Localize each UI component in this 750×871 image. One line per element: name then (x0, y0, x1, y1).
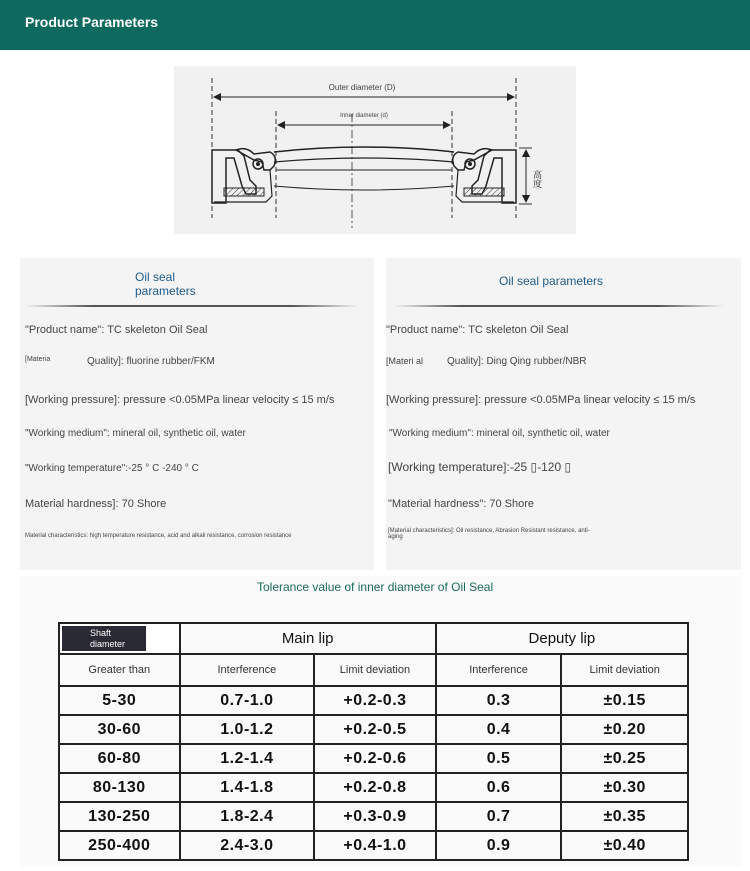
deputy-interference-cell: 0.7 (436, 802, 562, 831)
table-row (59, 831, 688, 860)
tolerance-title: Tolerance value of inner diameter of Oil Seal (257, 580, 494, 594)
main-limit-deviation-cell: +0.2-0.3 (314, 686, 436, 715)
deputy-interference-cell: 0.9 (436, 831, 562, 860)
left-working-temperature: "Working temperature":-25 ° C -240 ° C (25, 463, 199, 474)
tolerance-table (58, 622, 689, 861)
left-material-hardness: Material hardness]: 70 Shore (25, 498, 167, 510)
shaft-range-cell: 130-250 (59, 802, 180, 831)
shaft-range-cell: 5-30 (59, 686, 180, 715)
deputy-limit-deviation-cell: ±0.25 (561, 744, 688, 773)
main-interference-cell: 1.2-1.4 (180, 744, 315, 773)
deputy-limit-deviation-cell: ±0.30 (561, 773, 688, 802)
main-limit-deviation-cell: +0.3-0.9 (314, 802, 436, 831)
left-material-characteristics: Material characteristics: high temperature resistance, acid and alkali resistance, corrosion resistance (25, 533, 292, 539)
table-row (59, 744, 688, 773)
table-row (59, 715, 688, 744)
shaft-diameter-header (59, 623, 180, 654)
right-working-pressure: [Working pressure]: pressure <0.05MPa linear velocity ≤ 15 m/s (386, 394, 696, 406)
right-material-row (386, 356, 587, 367)
subheader-deputy-interference: Interference (436, 654, 562, 686)
deputy-limit-deviation-cell: ±0.20 (561, 715, 688, 744)
right-panel-divider (394, 305, 724, 307)
right-panel-title: Oil seal parameters (499, 274, 604, 288)
left-product-name: "Product name": TC skeleton Oil Seal (25, 324, 208, 336)
left-panel-title: Oil seal parameters (135, 270, 196, 298)
shaft-range-cell: 80-130 (59, 773, 180, 802)
right-material-characteristics-line1: [Material characteristics]: Oil resistance, Abrasion Resistant resistance, anti- (388, 528, 590, 534)
inner-diameter-label: Inner diameter (d) (340, 113, 388, 119)
deputy-interference-cell: 0.3 (436, 686, 562, 715)
left-working-pressure: [Working pressure]: pressure <0.05MPa linear velocity ≤ 15 m/s (25, 394, 335, 406)
left-material-row (25, 356, 215, 367)
height-label: 高度 (531, 170, 541, 188)
subheader-greater-than: Greater than (59, 654, 180, 686)
right-working-temperature: [Working temperature]:-25 ▯-120 ▯ (388, 460, 572, 474)
left-working-medium: "Working medium": mineral oil, synthetic oil, water (25, 428, 246, 439)
outer-diameter-label: Outer diameter (D) (328, 83, 396, 92)
left-material-value: Quality]: fluorine rubber/FKM (87, 356, 215, 367)
main-limit-deviation-cell: +0.2-0.6 (314, 744, 436, 773)
right-material-characteristics-line2: aging (388, 534, 403, 540)
table-row (59, 773, 688, 802)
main-limit-deviation-cell: +0.2-0.5 (314, 715, 436, 744)
main-interference-cell: 1.8-2.4 (180, 802, 315, 831)
main-interference-cell: 1.4-1.8 (180, 773, 315, 802)
main-interference-cell: 2.4-3.0 (180, 831, 315, 860)
right-material-value: Quality]: Ding Qing rubber/NBR (447, 356, 587, 367)
main-interference-cell: 0.7-1.0 (180, 686, 315, 715)
shaft-range-cell: 60-80 (59, 744, 180, 773)
shaft-range-cell: 250-400 (59, 831, 180, 860)
deputy-interference-cell: 0.5 (436, 744, 562, 773)
main-limit-deviation-cell: +0.2-0.8 (314, 773, 436, 802)
subheader-main-interference: Interference (180, 654, 315, 686)
deputy-lip-header: Deputy lip (436, 623, 688, 654)
shaft-diameter-badge: Shaft diameter (62, 626, 146, 651)
deputy-limit-deviation-cell: ±0.15 (561, 686, 688, 715)
subheader-main-limit-deviation: Limit deviation (314, 654, 436, 686)
oil-seal-cross-section-drawing (174, 66, 576, 234)
subheader-deputy-limit-deviation: Limit deviation (561, 654, 688, 686)
deputy-limit-deviation-cell: ±0.40 (561, 831, 688, 860)
shaft-range-cell: 30-60 (59, 715, 180, 744)
table-row (59, 686, 688, 715)
table-row (59, 802, 688, 831)
left-parameters-panel (20, 258, 374, 570)
header-banner (0, 0, 750, 50)
main-limit-deviation-cell: +0.4-1.0 (314, 831, 436, 860)
left-material-key: [Materia (25, 356, 51, 363)
left-panel-divider (25, 305, 358, 307)
deputy-interference-cell: 0.6 (436, 773, 562, 802)
right-material-key: [Materi al (386, 356, 424, 366)
page-title: Product Parameters (25, 14, 159, 30)
right-working-medium: "Working medium": mineral oil, synthetic oil, water (389, 428, 610, 439)
main-interference-cell: 1.0-1.2 (180, 715, 315, 744)
deputy-interference-cell: 0.4 (436, 715, 562, 744)
oil-seal-diagram (174, 66, 576, 234)
right-material-hardness: "Material hardness": 70 Shore (388, 498, 534, 510)
main-lip-header: Main lip (180, 623, 436, 654)
right-parameters-panel (386, 258, 741, 570)
right-product-name: "Product name": TC skeleton Oil Seal (386, 324, 569, 336)
right-material-characteristics (388, 528, 590, 540)
deputy-limit-deviation-cell: ±0.35 (561, 802, 688, 831)
